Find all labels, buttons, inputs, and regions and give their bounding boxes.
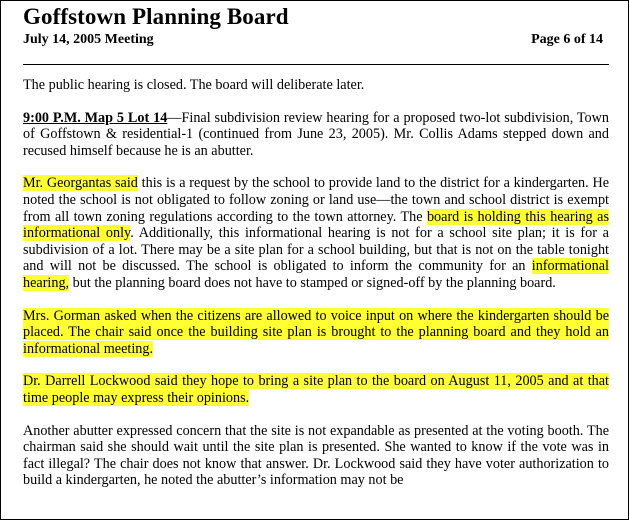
page-number: Page 6 of 14 xyxy=(531,32,603,47)
paragraph-text: but the planning board does not have to stamped or signed-off by the planning board. xyxy=(69,274,556,291)
header-divider xyxy=(23,64,609,65)
paragraph-text: this is a request by the school to provide land to the district for a kindergarten. He noted the school is not obligated to follow zoning or land use—the town and school district is exempt from all town zoning regulations according to the town attorney. The xyxy=(23,175,609,225)
paragraph-gorman xyxy=(23,308,609,358)
document-body xyxy=(23,77,609,505)
paragraph-lockwood xyxy=(23,373,609,406)
highlighted-text: board is holding this hearing as informational only xyxy=(23,208,610,242)
meeting-date: July 14, 2005 Meeting xyxy=(23,32,154,47)
highlighted-paragraph: Mrs. Gorman asked when the citizens are allowed to voice input on where the kindergarten should be placed. The chair said once the building site plan is brought to the planning board and they hold an informational meeting. xyxy=(23,307,609,357)
paragraph-map5-lot14 xyxy=(23,110,609,160)
paragraph-abutter xyxy=(23,423,609,489)
paragraph-georgantas xyxy=(23,175,609,291)
document-title: Goffstown Planning Board xyxy=(23,4,289,29)
paragraph-text: The public hearing is closed. The board will deliberate later. xyxy=(23,77,365,93)
paragraph-text: —Final subdivision review hearing for a proposed two-lot subdivision, Town of Goffstown & residential-1 (continued from June 23, 2005). Mr. Collis Adams stepped down and recused himself because he is an abutter. xyxy=(23,109,609,159)
page-header xyxy=(23,3,609,48)
highlighted-paragraph: Dr. Darrell Lockwood said they hope to bring a site plan to the board on August 11, 2005 and at that time people may express their opinions. xyxy=(23,373,609,406)
agenda-item-heading: 9:00 P.M. Map 5 Lot 14 xyxy=(23,109,168,126)
highlighted-text: informational hearing, xyxy=(23,258,609,291)
header-subrow xyxy=(23,31,609,48)
paragraph-text: Another abutter expressed concern that the site is not expandable as presented at the voting booth. The chairman said she should wait until the site plan is presented. She wanted to know if the vote was in fact illegal? The chair does not know that answer. Dr. Lockwood said they have voter authorization to build a kindergarten, he noted the abutter’s information may not be xyxy=(23,422,609,489)
paragraph-text: . Additionally, this informational hearing is not for a school site plan; it is for a subdivision of a lot. There may be a site plan for a school building, but that is not on the table tonight and will not be discussed. The school is obligated to inform the community for an xyxy=(23,225,609,275)
paragraph-hearing-closed xyxy=(23,77,609,94)
highlighted-text: Mr. Georgantas said xyxy=(23,175,138,192)
